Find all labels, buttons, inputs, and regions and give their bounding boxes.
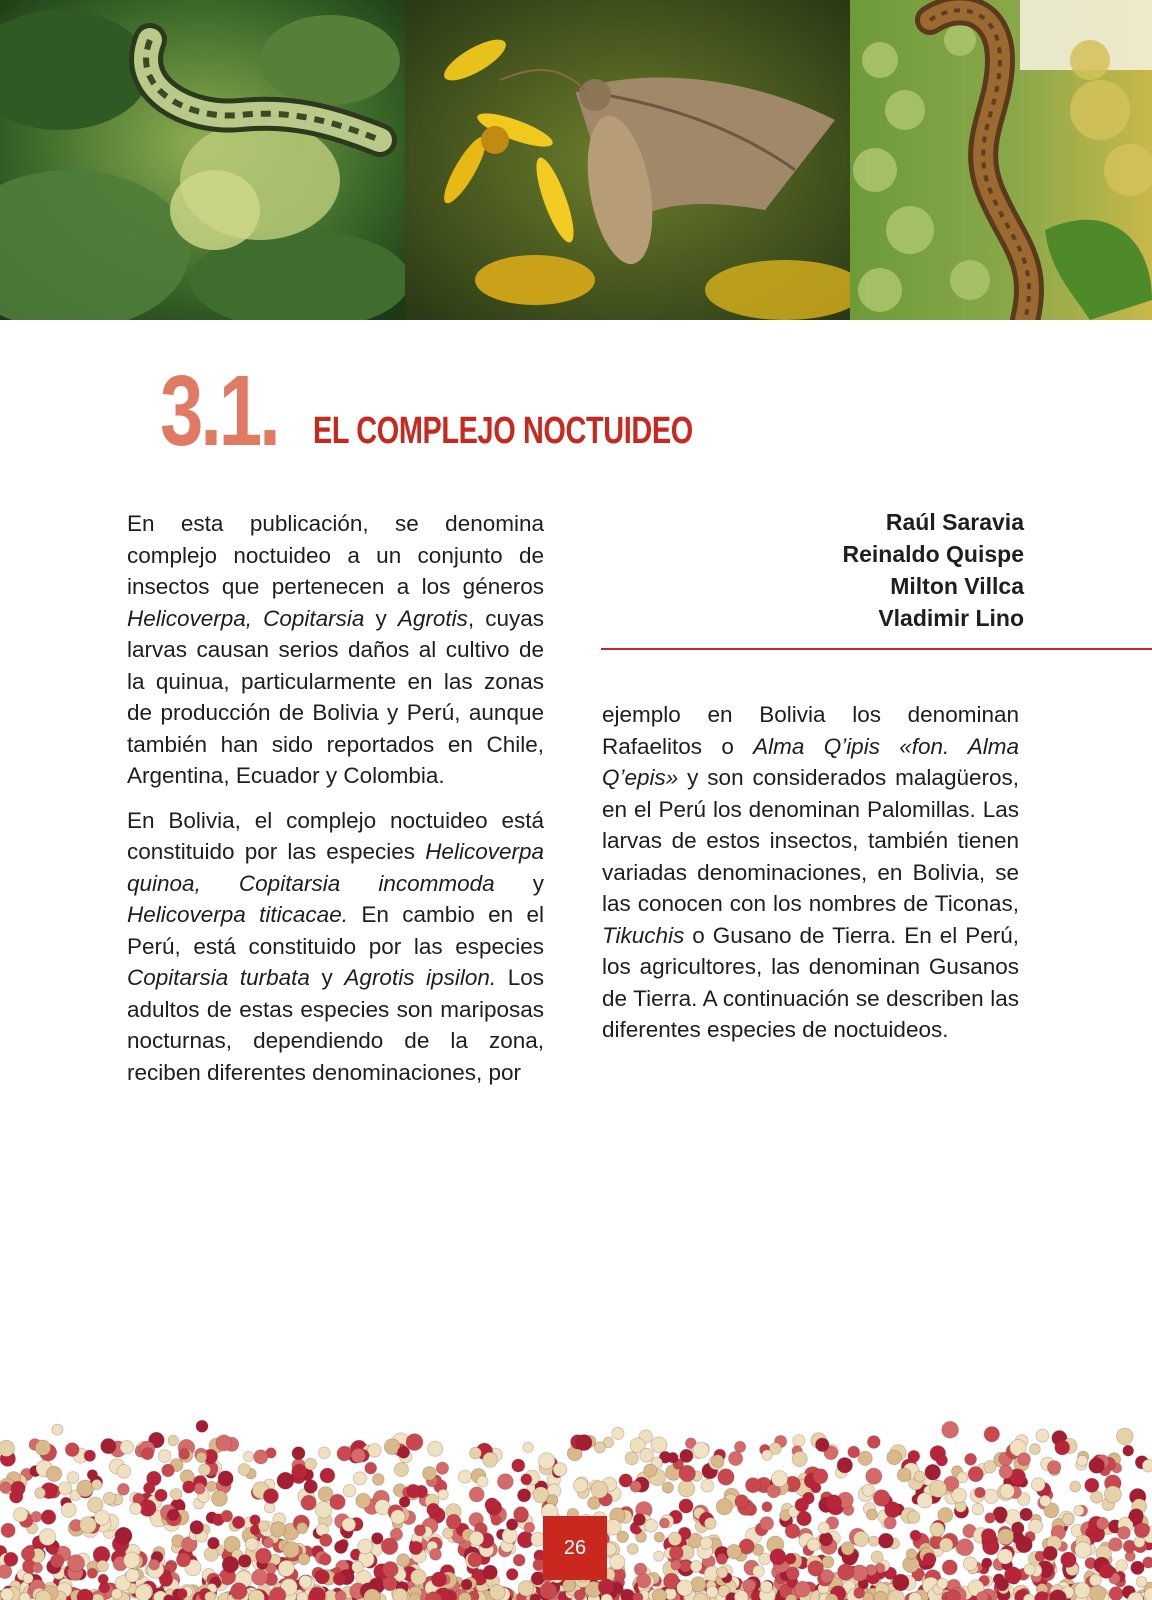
left-text-column <box>127 508 544 1101</box>
right-paragraph-1: ejemplo en Bolivia los denominan Rafaelitos o Alma Q’ipis «fon. Alma Q’epis» y son considerados malagüeros, en el Perú los denominan Palomillas. Las larvas de estos insectos, también tienen variadas denominaciones, en Bolivia, se las conocen con los nombres de Ticonas, Tikuchis o Gusano de Tierra. En el Perú, los agricultores, las denominan Gusanos de Tierra. A continuación se describen las diferentes especies de noctuideos. <box>602 702 1019 1042</box>
left-paragraph-2: En Bolivia, el complejo noctuideo está constituido por las especies Helicoverpa quinoa, Copitarsia incommoda y Helicoverpa titicacae. En cambio en el Perú, está constituido por las especies Copitarsia turbata y Agrotis ipsilon. Los adultos de estas especies son mariposas nocturnas, dependiendo de la zona, reciben diferentes denominaciones, por <box>127 807 544 1085</box>
author-list <box>843 506 1024 634</box>
section-number: 3.1. <box>160 355 278 467</box>
author-name: Milton Villca <box>890 573 1024 599</box>
header-photo-banner <box>0 0 1152 320</box>
author-name: Vladimir Lino <box>878 605 1024 631</box>
caterpillar-on-quinoa-photo <box>850 0 1152 320</box>
section-title: EL COMPLEJO NOCTUIDEO <box>313 410 693 452</box>
left-paragraph-1: En esta publicación, se denomina complejo noctuideo a un conjunto de insectos que pertenecen a los géneros Helicoverpa, Copitarsia y Agrotis, cuyas larvas causan serios daños al cultivo de la quinua, particularmente en las zonas de producción de Bolivia y Perú, aunque también han sido reportados en Chile, Argentina, Ecuador y Colombia. <box>127 511 544 788</box>
moth-on-yellow-flower-photo <box>405 0 850 320</box>
author-name: Reinaldo Quispe <box>842 541 1024 567</box>
right-text-column <box>602 699 1019 1059</box>
page-number: 26 <box>543 1516 607 1580</box>
author-divider-rule <box>601 648 1152 650</box>
author-name: Raúl Saravia <box>885 509 1024 535</box>
caterpillar-on-leaves-photo <box>0 0 405 320</box>
